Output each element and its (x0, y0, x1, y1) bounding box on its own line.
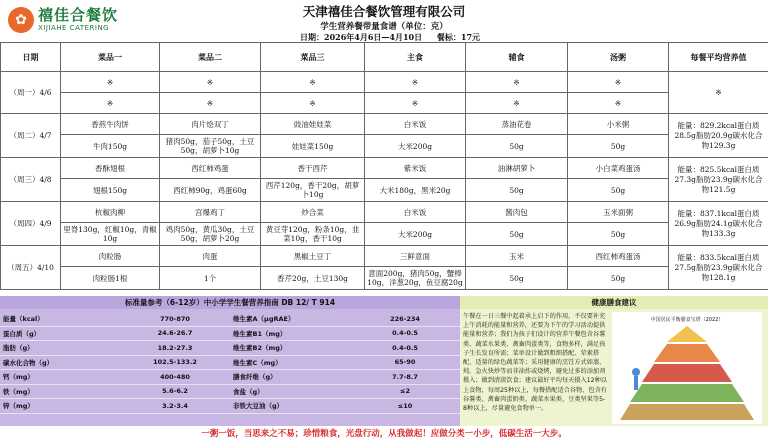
dish-name: 肉蛋 (160, 246, 261, 267)
nutrient-name: 钙（mg） (0, 370, 120, 385)
dish-name: 肉粒肠 (61, 246, 160, 267)
bottom-section (0, 296, 768, 426)
dish-name: 宫爆鸡丁 (160, 202, 261, 223)
dish-name: ※ (568, 72, 669, 93)
dish-name: 香煎牛肉饼 (61, 114, 160, 135)
nutrition-standard-panel (0, 296, 460, 426)
day-dish-row (1, 72, 768, 93)
standard-row (0, 384, 460, 399)
dish-name: 白米饭 (365, 202, 466, 223)
dish-name: 三鲜意面 (365, 246, 466, 267)
nutrient-value: 400-480 (120, 370, 230, 385)
ingredient-text: 香芹20g，土豆130g (261, 267, 365, 290)
food-pyramid-icon (612, 312, 762, 424)
day-label: （周一）4/6 (1, 72, 61, 114)
ingredient-text: ※ (365, 93, 466, 114)
ingredient-text: 猪肉50g，茄子50g，土豆50g，胡萝卜10g (160, 135, 261, 158)
ingredient-text: 50g (568, 135, 669, 158)
ingredient-text: 1个 (160, 267, 261, 290)
day-label: （周二）4/7 (1, 114, 61, 158)
day-ingredient-row (1, 267, 768, 290)
nutrition-value: ※ (669, 72, 768, 114)
dish-name: 玉米 (466, 246, 568, 267)
dish-name: 西红柿鸡蛋汤 (568, 246, 669, 267)
ingredient-text: ※ (568, 93, 669, 114)
ingredient-text: 牛肉150g (61, 135, 160, 158)
standard-row (0, 326, 460, 341)
menu-header-row (1, 43, 768, 72)
nutrient-value: 5.6-6.2 (120, 384, 230, 399)
nutrient-name: 维生素A（μgRAE） (230, 312, 350, 326)
nutrition-value: 能量：829.2kcal蛋白质28.5g脂肪20.9g碳水化合物129.3g (669, 114, 768, 158)
nutrient-name: 碳水化合物（g） (0, 355, 120, 370)
ingredient-text: 50g (466, 223, 568, 246)
dish-name: 杭椒肉柳 (61, 202, 160, 223)
nutrient-value: 0.4-0.5 (350, 341, 460, 356)
pyramid-title: 中国居民平衡膳食宝塔（2022） (650, 317, 724, 323)
ingredient-text: 大米200g (365, 223, 466, 246)
nutrient-value: 24.6-26.7 (120, 326, 230, 341)
advice-title: 健康膳食建议 (460, 296, 768, 309)
dish-name: 油淋胡萝卜 (466, 158, 568, 179)
nutrient-name: 非铁大豆油（g） (230, 399, 350, 414)
ingredient-text: 翅根150g (61, 179, 160, 202)
nutrient-name: 能量（kcal） (0, 312, 120, 326)
col-header: 菜品三 (261, 43, 365, 72)
food-pyramid-image (612, 312, 762, 424)
nutrient-value: 226-234 (350, 312, 460, 326)
health-advice-panel (460, 296, 768, 426)
day-ingredient-row (1, 179, 768, 202)
dish-name: 小白菜鸡蛋汤 (568, 158, 669, 179)
col-header: 汤粥 (568, 43, 669, 72)
nutrient-name: 食盐（g） (230, 384, 350, 399)
ingredient-text: 50g (568, 223, 669, 246)
dish-name: 小米粥 (568, 114, 669, 135)
dish-name: 酱肉包 (466, 202, 568, 223)
nutrient-value: ≤2 (350, 384, 460, 399)
nutrition-value: 能量：837.1kcal蛋白质26.9g脂肪24.1g碳水化合物133.3g (669, 202, 768, 246)
col-header: 每餐平均营养值 (669, 43, 768, 72)
nutrient-name: 蛋白质（g） (0, 326, 120, 341)
col-header: 菜品二 (160, 43, 261, 72)
dish-name: 黑椒土豆丁 (261, 246, 365, 267)
advice-text: 午餐在一日三餐中起着承上启下的作用，不仅要补充上午消耗的能量和营养，还要为下午的学习活动提供能量和营养；我们为孩子们设计的营养午餐包含谷薯类、蔬菜水果类、禽畜肉蛋类等，食物多样，满足孩子生长发育所需；菜单设计做到粗细搭配、荤素搭配、适量的绿色蔬菜等；采用健康的烹饪方式如蒸、炖、急火快炒等而非油炸或烧烤，避免过多的添加剂摄入；做到清淡饮食；建议最好平均每天摄入12种以上食物，每周25种以上，每餐搭配适合谷物、包含有谷薯类、禽畜肉蛋奶类、蔬菜水果类、豆类坚果等5-8种以上，尽量避免食物单一。 (463, 313, 607, 413)
dish-name: 西红柿鸡蛋 (160, 158, 261, 179)
ingredient-text: 西芹120g，香干20g，胡萝卜10g (261, 179, 365, 202)
page-title: 天津禧佳合餐饮管理有限公司 (302, 4, 466, 19)
dish-name: 香酥翅根 (61, 158, 160, 179)
day-label: （周五）4/10 (1, 246, 61, 290)
ingredient-text: 西红柿90g，鸡蛋60g (160, 179, 261, 202)
col-header: 日期 (1, 43, 61, 72)
standard-row (0, 355, 460, 370)
col-header: 辅食 (466, 43, 568, 72)
day-dish-row (1, 202, 768, 223)
standard-title: 标准量参考（6-12岁）中小学学生餐营养指南 DB 12/ T 914 (0, 296, 460, 309)
ingredient-text: 娃娃菜150g (261, 135, 365, 158)
dish-name: ※ (160, 72, 261, 93)
ingredient-text: 大米180g，黑米20g (365, 179, 466, 202)
nutrient-name: 脂肪（g） (0, 341, 120, 356)
nutrient-value: 102.5-133.2 (120, 355, 230, 370)
day-dish-row (1, 114, 768, 135)
nutrient-name: 维生素B1（mg） (230, 326, 350, 341)
ingredient-text: 50g (568, 179, 669, 202)
dish-name: 豉油娃娃菜 (261, 114, 365, 135)
day-label: （周三）4/8 (1, 158, 61, 202)
day-ingredient-row (1, 93, 768, 114)
meal-price: 餐标：17元 (436, 32, 481, 42)
ingredient-text: 黄豆芽120g，粉条10g，韭菜10g，香干10g (261, 223, 365, 246)
dish-name: 炒合菜 (261, 202, 365, 223)
footer-slogan: 一粥一饭，当思来之不易；珍惜粮食，光盘行动，从我做起！应做分类一小步，低碳生活一大步。 (201, 429, 567, 439)
col-header: 主食 (365, 43, 466, 72)
nutrient-name: 维生素C（mg） (230, 355, 350, 370)
col-header: 菜品一 (61, 43, 160, 72)
nutrient-value: 0.4-0.5 (350, 326, 460, 341)
ingredient-text: 50g (466, 267, 568, 290)
nutrition-value: 能量：833.5kcal蛋白质27.5g脂肪23.9g碳水化合物128.1g (669, 246, 768, 290)
ingredient-text: 50g (568, 267, 669, 290)
menu-table (0, 42, 768, 290)
nutrient-value: ≤10 (350, 399, 460, 414)
dish-name: 紫米饭 (365, 158, 466, 179)
ingredient-text: 50g (466, 135, 568, 158)
ingredient-text: 50g (466, 179, 568, 202)
day-ingredient-row (1, 135, 768, 158)
ingredient-text: 鸡肉50g，黄瓜30g，土豆50g，胡萝卜20g (160, 223, 261, 246)
ingredient-text: 里脊130g，红椒10g，青椒10g (61, 223, 160, 246)
header (0, 0, 768, 44)
standard-row (0, 399, 460, 414)
day-dish-row (1, 246, 768, 267)
standard-row (0, 370, 460, 385)
logo-icon: ✿ (8, 7, 34, 33)
nutrition-value: 能量：825.5kcal蛋白质27.3g脂肪23.9g碳水化合物121.5g (669, 158, 768, 202)
nutrient-value: 65-90 (350, 355, 460, 370)
ingredient-text: 大米200g (365, 135, 466, 158)
ingredient-text: ※ (61, 93, 160, 114)
standard-row (0, 312, 460, 326)
ingredient-text: ※ (261, 93, 365, 114)
logo-cn: 禧佳合餐饮 (38, 6, 119, 24)
dish-name: ※ (365, 72, 466, 93)
nutrient-name: 锌（mg） (0, 399, 120, 414)
date-range: 日期：2026年4月6日—4月10日 (300, 32, 423, 42)
dish-name: ※ (466, 72, 568, 93)
dish-name: ※ (261, 72, 365, 93)
ingredient-text: 肉粒肠1根 (61, 267, 160, 290)
nutrition-standard-table (0, 312, 460, 414)
ingredient-text: 意面200g，猪肉50g，蟹棒10g，洋葱20g，鱼豆腐20g (365, 267, 466, 290)
logo-en: XIJIAHE CATERING (38, 24, 110, 32)
page-subtitle: 学生营养餐带量食谱（单位：克） (320, 22, 448, 32)
nutrient-value: 770-870 (120, 312, 230, 326)
dish-name: 蒸油花卷 (466, 114, 568, 135)
dish-name: 肉片烩双丁 (160, 114, 261, 135)
nutrient-value: 7.7-8.7 (350, 370, 460, 385)
dish-name: 玉米面粥 (568, 202, 669, 223)
nutrient-value: 3.2-3.4 (120, 399, 230, 414)
day-label: （周四）4/9 (1, 202, 61, 246)
day-dish-row (1, 158, 768, 179)
nutrient-name: 维生素B2（mg） (230, 341, 350, 356)
dish-name: ※ (61, 72, 160, 93)
nutrient-name: 膳食纤维（g） (230, 370, 350, 385)
day-ingredient-row (1, 223, 768, 246)
nutrient-name: 铁（mg） (0, 384, 120, 399)
dish-name: 白米饭 (365, 114, 466, 135)
nutrient-value: 18.2-27.3 (120, 341, 230, 356)
standard-row (0, 341, 460, 356)
ingredient-text: ※ (160, 93, 261, 114)
dish-name: 香干西芹 (261, 158, 365, 179)
ingredient-text: ※ (466, 93, 568, 114)
